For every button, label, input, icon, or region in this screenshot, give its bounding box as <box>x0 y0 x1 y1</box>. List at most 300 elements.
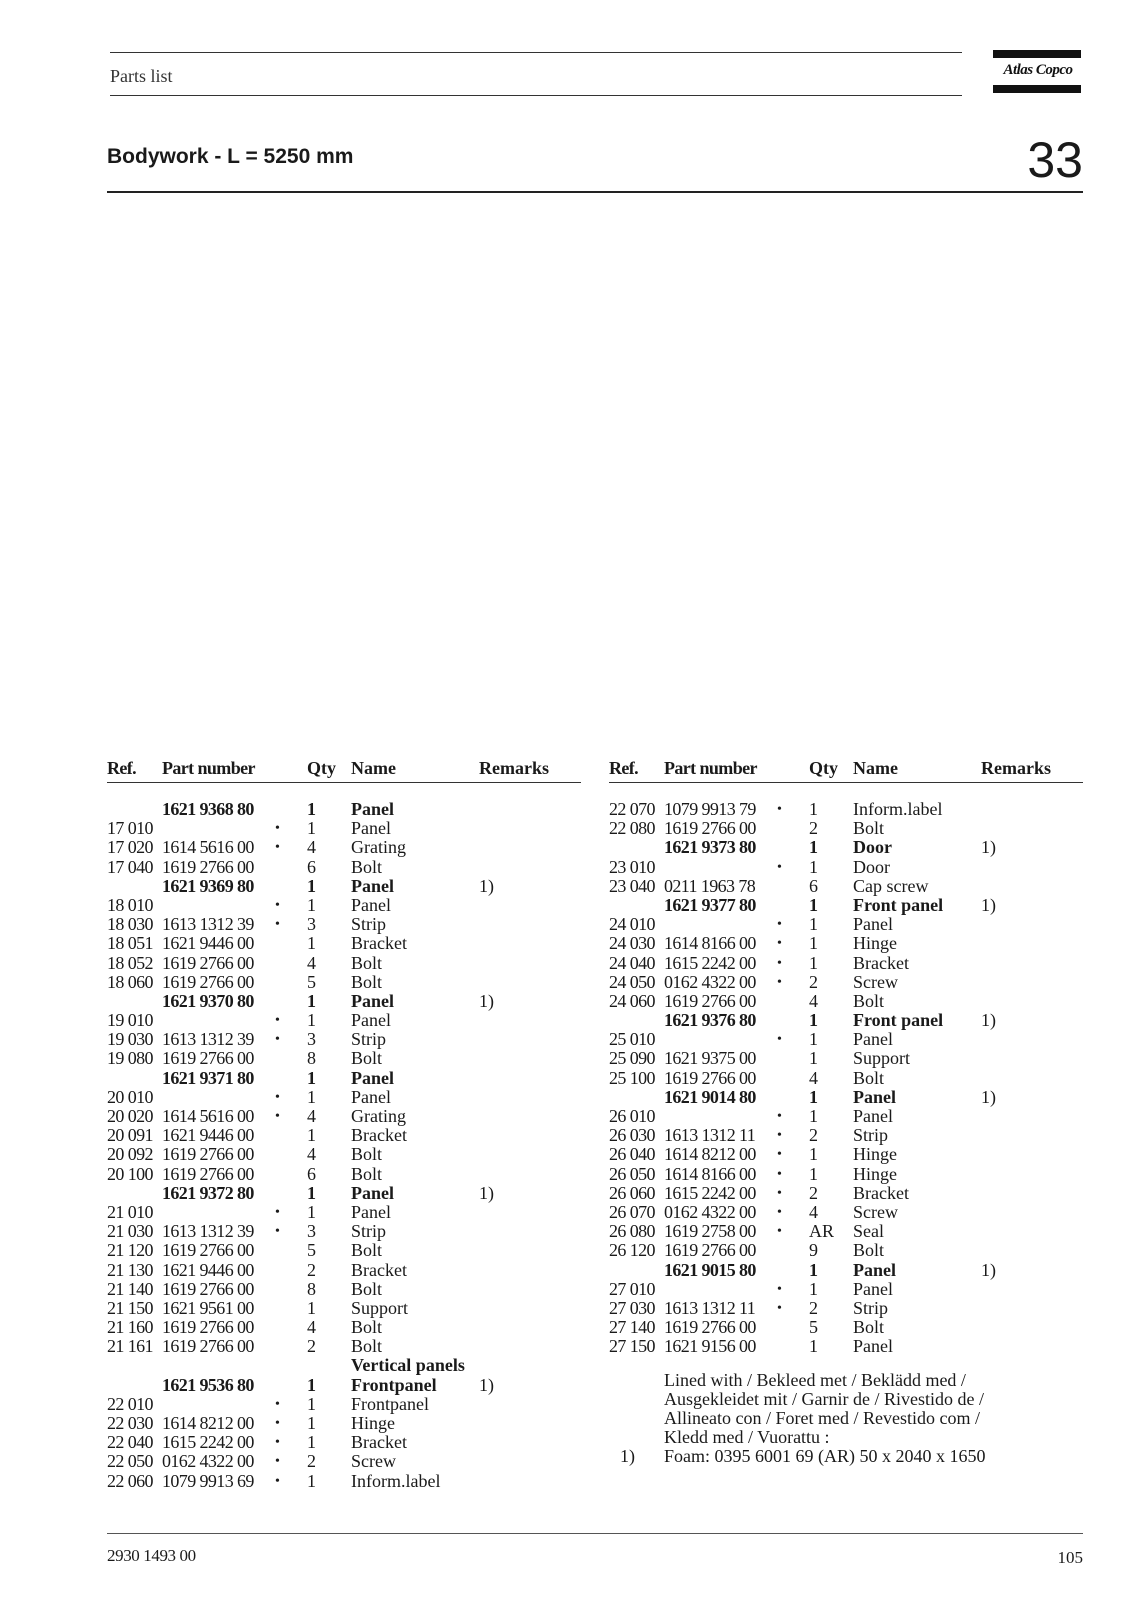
row-part-number: 0211 1963 78 <box>664 875 756 896</box>
row-part-number: 1614 5616 00 <box>162 1106 254 1126</box>
table-row <box>609 1184 1083 1203</box>
row-qty: 1 <box>307 1086 316 1107</box>
table-row <box>107 1011 581 1030</box>
row-ref: 26 040 <box>609 1144 655 1165</box>
row-name: Panel <box>351 875 394 896</box>
note-line: Lined with / Bekleed met / Beklädd med / <box>664 1370 966 1390</box>
table-row <box>107 1452 581 1471</box>
row-part-number: 1621 9446 00 <box>162 1259 254 1280</box>
row-indent-dot: • <box>275 1454 280 1470</box>
row-name: Panel <box>853 1029 893 1050</box>
header-name: Name <box>351 758 396 778</box>
row-part-number: 1621 9371 80 <box>162 1067 254 1088</box>
row-qty: 1 <box>809 1336 818 1357</box>
row-indent-dot: • <box>777 802 782 817</box>
row-part-number: 1079 9913 69 <box>162 1470 254 1491</box>
row-qty: 4 <box>307 1106 316 1126</box>
row-part-number: 1614 8212 00 <box>664 1144 756 1165</box>
row-qty: 1 <box>307 1413 316 1433</box>
row-qty: 4 <box>307 952 316 973</box>
row-ref: 21 140 <box>107 1278 153 1299</box>
row-name: Front panel <box>853 1010 944 1031</box>
row-qty: 4 <box>307 837 316 858</box>
row-qty: 1 <box>307 1432 316 1453</box>
row-qty: 1 <box>307 875 316 896</box>
row-part-number: 1621 9377 80 <box>664 894 756 915</box>
note-foam: Foam: 0395 6001 69 (AR) 50 x 2040 x 1650 <box>664 1446 986 1466</box>
row-part-number: 1619 2766 00 <box>162 1144 254 1165</box>
row-indent-dot: • <box>275 821 280 837</box>
row-qty: 4 <box>307 1144 316 1165</box>
row-qty: 1 <box>809 1086 818 1107</box>
row-qty: 4 <box>809 1067 818 1088</box>
row-indent-dot: • <box>777 859 782 875</box>
row-qty: 1 <box>307 990 316 1011</box>
row-ref: 20 010 <box>107 1086 153 1107</box>
table-row <box>609 858 1083 877</box>
row-qty: 2 <box>809 818 818 839</box>
row-name: Bracket <box>351 933 407 954</box>
row-part-number: 1613 1312 11 <box>664 1125 756 1146</box>
row-ref: 23 010 <box>609 856 655 877</box>
row-name: Bolt <box>351 1336 383 1357</box>
row-indent-dot: • <box>777 1204 782 1220</box>
row-qty: 1 <box>809 952 818 973</box>
row-name: Hinge <box>853 933 897 954</box>
table-row <box>609 1049 1083 1068</box>
row-ref: 26 120 <box>609 1240 655 1261</box>
row-part-number: 1621 9561 00 <box>162 1297 254 1318</box>
row-qty: 2 <box>307 1259 316 1280</box>
row-name: Bolt <box>351 952 383 973</box>
row-ref: 21 120 <box>107 1240 153 1261</box>
row-part-number: 1621 9372 80 <box>162 1182 254 1203</box>
row-indent-dot: • <box>777 1032 782 1048</box>
row-part-number: 1619 2766 00 <box>664 1067 756 1088</box>
row-qty: 1 <box>307 1201 316 1222</box>
row-name: Panel <box>351 799 394 819</box>
table-row <box>609 934 1083 953</box>
row-part-number: 1619 2766 00 <box>162 856 254 877</box>
row-indent-dot: • <box>275 897 280 913</box>
row-name: Panel <box>853 914 893 935</box>
header-remarks: Remarks <box>479 758 549 778</box>
document-number: 2930 1493 00 <box>107 1546 196 1565</box>
table-row <box>107 1203 581 1222</box>
row-name: Bolt <box>351 971 383 992</box>
row-name: Bolt <box>853 1317 885 1338</box>
row-part-number: 1614 8166 00 <box>664 933 756 954</box>
table-rows-left <box>107 800 581 1491</box>
row-name: Screw <box>853 971 898 992</box>
table-row <box>609 1222 1083 1241</box>
row-part-number: 1619 2766 00 <box>162 1240 254 1261</box>
header-part-number: Part number <box>664 758 757 778</box>
row-name: Hinge <box>351 1413 395 1433</box>
row-indent-dot: • <box>275 1435 280 1451</box>
row-name: Frontpanel <box>351 1393 429 1414</box>
row-ref: 22 070 <box>609 799 655 819</box>
row-part-number: 1614 8212 00 <box>162 1413 254 1433</box>
row-ref: 18 030 <box>107 914 153 935</box>
row-ref: 20 092 <box>107 1144 153 1165</box>
row-part-number: 1619 2766 00 <box>162 1336 254 1357</box>
column-header <box>107 758 581 780</box>
row-name: Screw <box>853 1201 898 1222</box>
row-ref: 25 010 <box>609 1029 655 1050</box>
row-name: Bracket <box>853 1182 909 1203</box>
row-name: Frontpanel <box>351 1374 437 1395</box>
row-name: Hinge <box>853 1144 897 1165</box>
row-indent-dot: • <box>777 1109 782 1124</box>
row-name: Panel <box>351 1010 391 1031</box>
row-name: Door <box>853 856 890 877</box>
row-remarks: 1) <box>981 1010 996 1031</box>
table-row <box>609 1203 1083 1222</box>
table-rows-right <box>609 800 1083 1356</box>
row-name: Bracket <box>351 1259 407 1280</box>
table-row <box>609 1280 1083 1299</box>
row-qty: AR <box>809 1221 835 1242</box>
table-row <box>609 1088 1083 1107</box>
row-qty: 3 <box>307 914 316 935</box>
row-name: Vertical panels <box>351 1355 465 1376</box>
row-part-number: 1613 1312 11 <box>664 1297 756 1318</box>
row-ref: 24 060 <box>609 990 655 1011</box>
row-name: Bracket <box>351 1125 407 1146</box>
chapter-number: 33 <box>1027 132 1083 188</box>
row-name: Panel <box>351 1182 394 1203</box>
row-name: Bolt <box>853 818 885 839</box>
row-part-number: 1613 1312 39 <box>162 1221 254 1242</box>
row-ref: 22 080 <box>609 818 655 839</box>
row-remarks: 1) <box>981 1259 996 1280</box>
table-row <box>107 992 581 1011</box>
table-row <box>107 934 581 953</box>
table-row <box>609 1145 1083 1164</box>
row-remarks: 1) <box>479 875 494 896</box>
row-indent-dot: • <box>777 1166 782 1182</box>
row-ref: 20 091 <box>107 1125 153 1146</box>
row-ref: 18 010 <box>107 894 153 915</box>
row-part-number: 1619 2766 00 <box>664 990 756 1011</box>
row-qty: 1 <box>307 1067 316 1088</box>
row-part-number: 0162 4322 00 <box>664 971 756 992</box>
row-name: Grating <box>351 1106 406 1126</box>
row-name: Hinge <box>853 1163 897 1184</box>
row-part-number: 1614 5616 00 <box>162 837 254 858</box>
row-indent-dot: • <box>777 1147 782 1163</box>
header-top-rule <box>110 52 962 53</box>
page-number: 105 <box>1057 1548 1083 1567</box>
row-name: Panel <box>351 1201 391 1222</box>
row-qty: 5 <box>307 1240 316 1261</box>
row-qty: 2 <box>809 1297 818 1318</box>
row-ref: 22 030 <box>107 1413 153 1433</box>
table-row <box>107 1337 581 1356</box>
table-row <box>609 1337 1083 1356</box>
row-ref: 22 040 <box>107 1432 153 1453</box>
row-qty: 8 <box>307 1048 316 1069</box>
row-ref: 19 080 <box>107 1048 153 1069</box>
row-ref: 21 150 <box>107 1297 153 1318</box>
row-ref: 26 060 <box>609 1182 655 1203</box>
row-name: Bolt <box>351 1278 383 1299</box>
header-rule <box>107 782 581 783</box>
row-indent-dot: • <box>275 1032 280 1048</box>
row-part-number: 0162 4322 00 <box>162 1451 254 1472</box>
row-name: Support <box>853 1048 911 1069</box>
row-name: Panel <box>351 990 394 1011</box>
row-qty: 5 <box>809 1317 818 1338</box>
row-part-number: 1615 2242 00 <box>664 952 756 973</box>
row-ref: 19 010 <box>107 1010 153 1031</box>
row-part-number: 1621 9369 80 <box>162 875 254 896</box>
table-row <box>609 1165 1083 1184</box>
row-part-number: 1619 2766 00 <box>162 1317 254 1338</box>
header-name: Name <box>853 758 898 778</box>
table-row <box>609 1241 1083 1260</box>
parts-table-left <box>107 758 581 1491</box>
row-part-number: 1619 2766 00 <box>162 1048 254 1069</box>
row-remarks: 1) <box>981 894 996 915</box>
row-qty: 3 <box>307 1029 316 1050</box>
header-part-number: Part number <box>162 758 255 778</box>
row-ref: 21 160 <box>107 1317 153 1338</box>
row-name: Panel <box>853 1336 893 1357</box>
table-row <box>107 896 581 915</box>
header-ref: Ref. <box>609 758 639 778</box>
section-label: Parts list <box>110 66 173 86</box>
table-row <box>107 838 581 857</box>
row-ref: 17 020 <box>107 837 153 858</box>
table-row <box>609 1299 1083 1318</box>
row-name: Front panel <box>853 894 944 915</box>
row-qty: 1 <box>809 799 818 819</box>
row-part-number: 1621 9156 00 <box>664 1336 756 1357</box>
table-row <box>107 1395 581 1414</box>
note-marker: 1) <box>620 1446 635 1466</box>
row-part-number: 1619 2766 00 <box>162 971 254 992</box>
row-name: Panel <box>853 1106 893 1126</box>
row-qty: 1 <box>809 894 818 915</box>
row-part-number: 1621 9376 80 <box>664 1010 756 1031</box>
row-name: Bolt <box>853 990 885 1011</box>
row-qty: 1 <box>809 837 818 858</box>
row-indent-dot: • <box>777 1185 782 1201</box>
row-qty: 6 <box>307 856 316 877</box>
row-name: Strip <box>351 1221 387 1242</box>
row-name: Bolt <box>351 1317 383 1338</box>
row-name: Grating <box>351 837 406 858</box>
header-qty: Qty <box>809 758 838 778</box>
row-ref: 24 010 <box>609 914 655 935</box>
column-header <box>609 758 1083 780</box>
row-qty: 1 <box>307 1125 316 1146</box>
row-name: Panel <box>351 818 391 839</box>
note-line: Allineato con / Foret med / Revestido com / <box>664 1408 980 1428</box>
table-row <box>609 1261 1083 1280</box>
table-row <box>107 858 581 877</box>
row-indent-dot: • <box>777 936 782 952</box>
row-part-number: 1619 2758 00 <box>664 1221 756 1242</box>
table-row <box>609 1126 1083 1145</box>
table-row <box>609 896 1083 915</box>
logo-bar-top <box>993 50 1081 58</box>
row-ref: 24 050 <box>609 971 655 992</box>
table-row <box>609 838 1083 857</box>
header-ref: Ref. <box>107 758 137 778</box>
table-row <box>107 954 581 973</box>
header-rule <box>609 782 1083 783</box>
table-row <box>609 915 1083 934</box>
table-row <box>609 954 1083 973</box>
row-ref: 26 050 <box>609 1163 655 1184</box>
row-name: Bolt <box>853 1067 885 1088</box>
header-bottom-rule <box>110 95 962 96</box>
row-ref: 27 030 <box>609 1297 655 1318</box>
row-qty: 1 <box>307 894 316 915</box>
row-qty: 2 <box>809 971 818 992</box>
table-row <box>107 1165 581 1184</box>
row-indent-dot: • <box>777 974 782 990</box>
row-qty: 2 <box>809 1182 818 1203</box>
table-row <box>107 1414 581 1433</box>
row-qty: 1 <box>307 1470 316 1491</box>
row-indent-dot: • <box>275 1396 280 1412</box>
row-ref: 26 030 <box>609 1125 655 1146</box>
row-qty: 1 <box>809 1010 818 1031</box>
row-ref: 25 100 <box>609 1067 655 1088</box>
row-part-number: 1621 9446 00 <box>162 1125 254 1146</box>
row-name: Panel <box>853 1086 896 1107</box>
row-indent-dot: • <box>275 1473 280 1489</box>
row-ref: 21 010 <box>107 1201 153 1222</box>
header-qty: Qty <box>307 758 336 778</box>
row-ref: 18 052 <box>107 952 153 973</box>
row-name: Bolt <box>853 1240 885 1261</box>
row-name: Bolt <box>351 1163 383 1184</box>
table-row <box>609 800 1083 819</box>
row-remarks: 1) <box>981 1086 996 1107</box>
row-qty: 2 <box>809 1125 818 1146</box>
row-qty: 1 <box>307 1393 316 1414</box>
row-qty: 1 <box>307 1010 316 1031</box>
row-qty: 3 <box>307 1221 316 1242</box>
row-name: Bolt <box>351 1240 383 1261</box>
row-part-number: 1613 1312 39 <box>162 1029 254 1050</box>
row-qty: 1 <box>809 914 818 935</box>
table-row <box>609 819 1083 838</box>
row-part-number: 1619 2766 00 <box>162 1278 254 1299</box>
row-ref: 21 030 <box>107 1221 153 1242</box>
row-part-number: 1621 9446 00 <box>162 933 254 954</box>
row-qty: 1 <box>809 1106 818 1126</box>
table-row <box>107 877 581 896</box>
row-part-number: 1615 2242 00 <box>664 1182 756 1203</box>
table-row <box>107 819 581 838</box>
row-name: Panel <box>853 1259 896 1280</box>
table-row <box>107 1472 581 1491</box>
table-row <box>107 1299 581 1318</box>
row-qty: 6 <box>307 1163 316 1184</box>
row-ref: 24 030 <box>609 933 655 954</box>
table-row <box>107 1356 581 1375</box>
row-name: Panel <box>351 894 391 915</box>
row-indent-dot: • <box>275 1089 280 1105</box>
row-ref: 26 080 <box>609 1221 655 1242</box>
table-row <box>107 1184 581 1203</box>
table-row <box>107 1241 581 1260</box>
row-remarks: 1) <box>479 1182 494 1203</box>
row-indent-dot: • <box>777 1281 782 1297</box>
table-row <box>107 1088 581 1107</box>
row-part-number: 1619 2766 00 <box>664 818 756 839</box>
row-name: Bracket <box>351 1432 407 1453</box>
row-qty: 1 <box>307 1297 316 1318</box>
table-row <box>107 1069 581 1088</box>
row-name: Strip <box>853 1125 889 1146</box>
row-remarks: 1) <box>981 837 996 858</box>
row-ref: 22 050 <box>107 1451 153 1472</box>
title-rule <box>107 191 1083 193</box>
row-name: Seal <box>853 1221 884 1242</box>
logo-bar-bottom <box>993 85 1081 93</box>
row-name: Panel <box>351 1086 391 1107</box>
table-row <box>609 877 1083 896</box>
row-ref: 26 010 <box>609 1106 655 1126</box>
row-name: Bolt <box>351 1144 383 1165</box>
table-row <box>609 992 1083 1011</box>
row-qty: 2 <box>307 1451 316 1472</box>
row-part-number: 1619 2766 00 <box>162 1163 254 1184</box>
row-ref: 22 010 <box>107 1393 153 1414</box>
row-indent-dot: • <box>275 1013 280 1029</box>
row-ref: 27 010 <box>609 1278 655 1299</box>
table-row <box>609 973 1083 992</box>
table-row <box>107 1318 581 1337</box>
note-line: Ausgekleidet mit / Garnir de / Rivestido de / <box>664 1389 984 1409</box>
table-row <box>107 1030 581 1049</box>
row-part-number: 1621 9370 80 <box>162 990 254 1011</box>
row-indent-dot: • <box>275 1224 280 1240</box>
row-ref: 18 060 <box>107 971 153 992</box>
row-qty: 1 <box>809 1278 818 1299</box>
row-name: Inform.label <box>351 1470 441 1491</box>
row-ref: 20 020 <box>107 1106 153 1126</box>
row-part-number: 1621 9536 80 <box>162 1374 254 1395</box>
table-row <box>107 1107 581 1126</box>
table-row <box>107 1145 581 1164</box>
row-qty: 1 <box>809 1259 818 1280</box>
row-indent-dot: • <box>275 1204 280 1220</box>
row-qty: 1 <box>307 799 316 819</box>
row-indent-dot: • <box>777 1224 782 1240</box>
row-name: Bracket <box>853 952 909 973</box>
row-name: Strip <box>351 1029 387 1050</box>
row-part-number: 0162 4322 00 <box>664 1201 756 1222</box>
row-part-number: 1614 8166 00 <box>664 1163 756 1184</box>
row-name: Panel <box>351 1067 394 1088</box>
logo-text: Atlas Copco <box>1003 62 1073 78</box>
row-remarks: 1) <box>479 990 494 1011</box>
note-line: Kledd med / Vuorattu : <box>664 1427 830 1447</box>
table-row <box>107 1280 581 1299</box>
row-ref: 24 040 <box>609 952 655 973</box>
table-row <box>609 1069 1083 1088</box>
row-part-number: 1619 2766 00 <box>664 1317 756 1338</box>
table-row <box>107 1261 581 1280</box>
